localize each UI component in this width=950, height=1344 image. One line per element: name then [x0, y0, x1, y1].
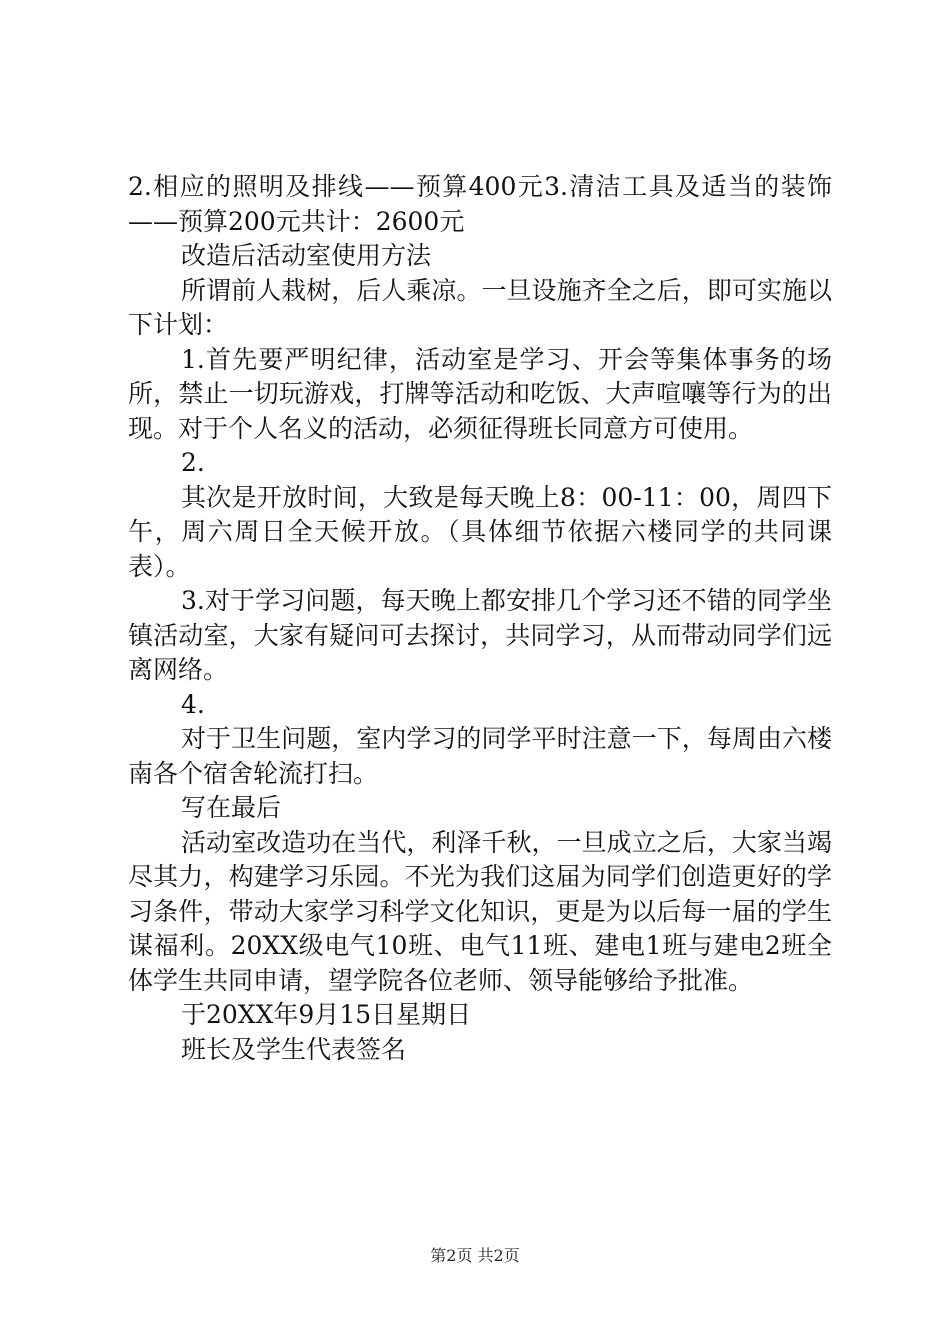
- section-heading-closing: 写在最后: [181, 793, 282, 822]
- page-number-label: 第2页 共2页: [430, 1246, 520, 1265]
- plan-item-3: 3.对于学习问题，每天晚上都安排几个学习还不错的同学坐镇活动室，大家有疑问可去探讨，共同学习，从而带动同学们远离网络。: [128, 586, 832, 684]
- plan-item-4: 对于卫生问题，室内学习的同学平时注意一下，每周由六楼南各个宿舍轮流打扫。: [128, 724, 832, 788]
- plan-item-2-number: 2.: [181, 448, 205, 477]
- plan-item-2: 其次是开放时间，大致是每天晚上8：00-11：00，周四下午，周六周日全天候开放。（具体细节依据六楼同学的共同课表）。: [128, 482, 832, 581]
- budget-paragraph: 2.相应的照明及排线——预算400元3.清洁工具及适当的装饰——预算200元共计：2600元: [128, 172, 832, 236]
- page-footer: [0, 1243, 950, 1266]
- plan-item-1: 1.首先要严明纪律，活动室是学习、开会等集体事务的场所，禁止一切玩游戏，打牌等活动和吃饭、大声喧嚷等行为的出现。对于个人名义的活动，必须征得班长同意方可使用。: [128, 344, 832, 443]
- date-line: 于20XX年9月15日星期日: [181, 1000, 472, 1029]
- section-heading-usage: 改造后活动室使用方法: [181, 241, 432, 270]
- document-body: [128, 170, 832, 1067]
- plan-item-4-number: 4.: [181, 689, 205, 719]
- intro-paragraph: 所谓前人栽树，后人乘凉。一旦设施齐全之后，即可实施以下计划：: [128, 275, 832, 339]
- signature-line: 班长及学生代表签名: [181, 1034, 407, 1064]
- closing-paragraph: 活动室改造功在当代，利泽千秋，一旦成立之后，大家当竭尽其力，构建学习乐园。不光为我们这届为同学们创造更好的学习条件，带动大家学习科学文化知识，更是为以后每一届的学生谋福利。20XX级电气10班、电气11班、建电1班与建电2班全体学生共同申请，望学院各位老师、领导能够给予批准。: [128, 827, 832, 995]
